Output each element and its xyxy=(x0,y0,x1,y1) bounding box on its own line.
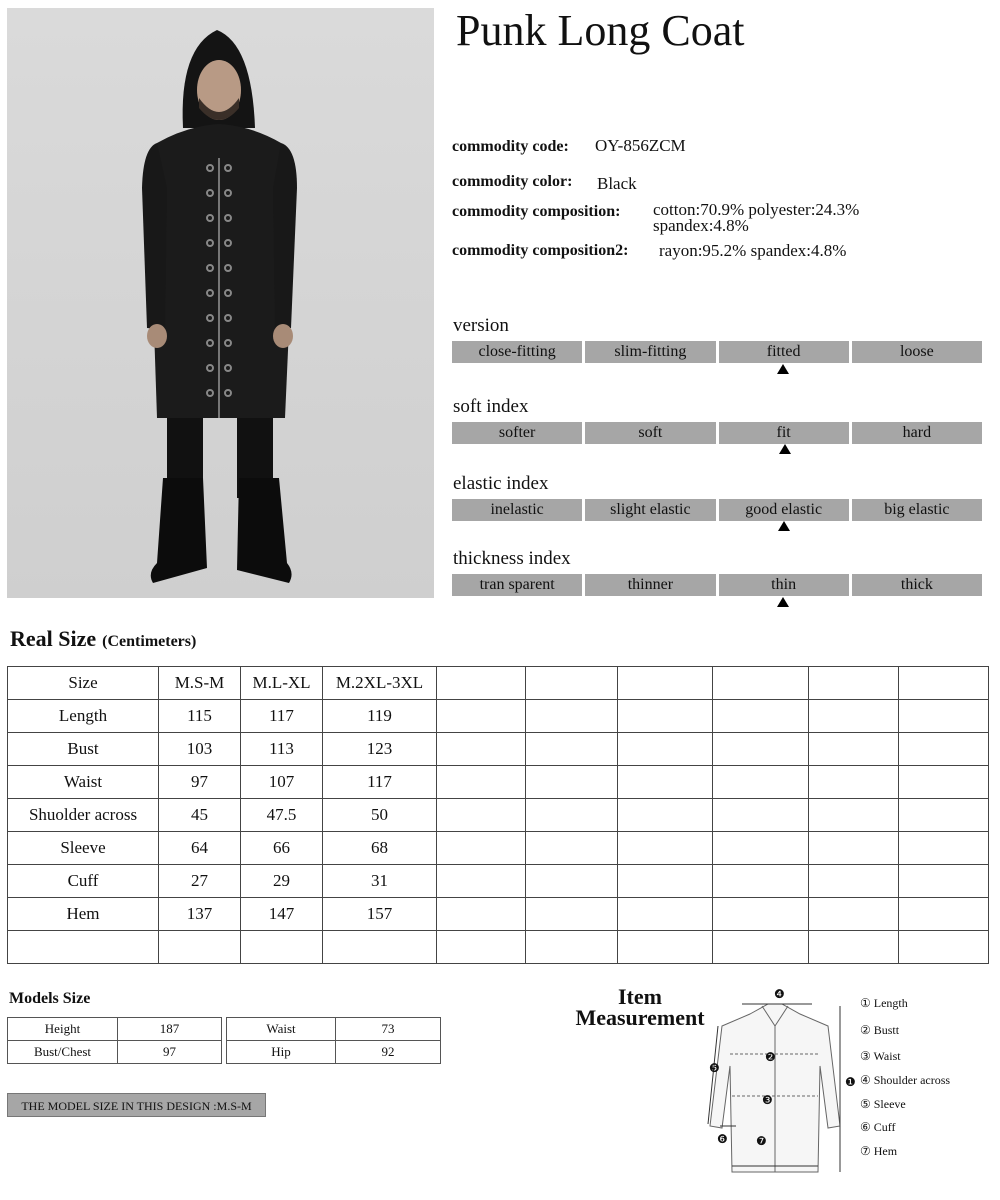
table-cell: 137 xyxy=(159,898,241,931)
model-size-note: THE MODEL SIZE IN THIS DESIGN :M.S-M xyxy=(7,1093,266,1117)
row-label: Cuff xyxy=(8,865,159,898)
legend-sleeve: ⑤ Sleeve xyxy=(860,1097,906,1111)
item-measurement-title-line1: Item xyxy=(618,984,662,1009)
composition-label: commodity composition: xyxy=(452,203,621,220)
soft-index-selected-marker xyxy=(779,444,791,454)
version-scale xyxy=(452,341,982,363)
table-cell: 103 xyxy=(159,733,241,766)
table-row xyxy=(8,700,989,733)
table-cell: 50 xyxy=(323,799,437,832)
model-measure-value: 92 xyxy=(336,1041,441,1064)
row-label: Sleeve xyxy=(8,832,159,865)
item-measurement-title-line2: Measurement xyxy=(575,1005,705,1030)
header-cell: Size xyxy=(8,667,159,700)
table-row xyxy=(8,766,989,799)
elastic-index-scale xyxy=(452,499,982,521)
model-measure-value: 97 xyxy=(118,1041,222,1064)
model-measure-label: Bust/Chest xyxy=(8,1041,118,1064)
elastic-index-option: inelastic xyxy=(452,499,582,521)
soft-index-option: softer xyxy=(452,422,582,444)
soft-index-scale xyxy=(452,422,982,444)
model-illustration xyxy=(7,8,434,598)
table-row xyxy=(8,799,989,832)
composition2-value: rayon:95.2% spandex:4.8% xyxy=(659,241,847,260)
table-cell: 107 xyxy=(241,766,323,799)
thickness-index-scale xyxy=(452,574,982,596)
real-size-title: Real Size xyxy=(10,626,97,651)
table-cell: 117 xyxy=(241,700,323,733)
row-label: Hem xyxy=(8,898,159,931)
composition-line-1: cotton:70.9% polyester:24.3% xyxy=(653,200,860,219)
legend-waist: ③ Waist xyxy=(860,1049,901,1063)
row-label: Shuolder across xyxy=(8,799,159,832)
table-row xyxy=(8,832,989,865)
table-cell: 47.5 xyxy=(241,799,323,832)
model-measure-label: Hip xyxy=(227,1041,336,1064)
models-table-left xyxy=(7,1017,222,1064)
row-label: Waist xyxy=(8,766,159,799)
table-row xyxy=(227,1018,441,1041)
table-cell: 117 xyxy=(323,766,437,799)
legend-shoulder-across: ④ Shoulder across xyxy=(860,1073,951,1087)
version-title: version xyxy=(453,315,509,336)
table-cell: 45 xyxy=(159,799,241,832)
elastic-index-option: slight elastic xyxy=(585,499,715,521)
marker-5: ❺ xyxy=(709,1061,720,1075)
marker-7: ❼ xyxy=(756,1134,767,1148)
model-measure-label: Height xyxy=(8,1018,118,1041)
product-title: Punk Long Coat xyxy=(456,6,745,55)
code-label: commodity code: xyxy=(452,138,569,155)
header-cell: M.S-M xyxy=(159,667,241,700)
table-row xyxy=(8,865,989,898)
model-measure-value: 187 xyxy=(118,1018,222,1041)
real-size-unit: (Centimeters) xyxy=(102,633,197,650)
marker-3: ❸ xyxy=(762,1093,773,1107)
composition2-label: commodity composition2: xyxy=(452,242,629,259)
soft-index-option: fit xyxy=(719,422,849,444)
legend-length: ① Length xyxy=(860,996,908,1010)
elastic-index-selected-marker xyxy=(778,521,790,531)
elastic-index-option: big elastic xyxy=(852,499,982,521)
header-cell: M.L-XL xyxy=(241,667,323,700)
color-label: commodity color: xyxy=(452,173,573,190)
thickness-index-title: thickness index xyxy=(453,548,571,569)
legend-hem: ⑦ Hem xyxy=(860,1144,898,1158)
models-size-title: Models Size xyxy=(9,990,91,1007)
legend-cuff: ⑥ Cuff xyxy=(860,1120,896,1134)
version-option: slim-fitting xyxy=(585,341,715,363)
model-measure-label: Waist xyxy=(227,1018,336,1041)
table-cell: 64 xyxy=(159,832,241,865)
table-cell: 113 xyxy=(241,733,323,766)
table-cell: 66 xyxy=(241,832,323,865)
elastic-index-title: elastic index xyxy=(453,473,549,494)
table-cell: 123 xyxy=(323,733,437,766)
composition-value xyxy=(653,202,859,234)
size-table-header xyxy=(8,667,989,700)
table-row xyxy=(8,733,989,766)
item-measurement-title xyxy=(560,986,720,1028)
product-photo xyxy=(7,8,434,598)
table-row-empty xyxy=(8,931,989,964)
table-cell: 119 xyxy=(323,700,437,733)
legend-bust: ② Bustt xyxy=(860,1023,900,1037)
elastic-index-option: good elastic xyxy=(719,499,849,521)
version-option: fitted xyxy=(719,341,849,363)
marker-4: ❹ xyxy=(774,987,785,1001)
thickness-index-selected-marker xyxy=(777,597,789,607)
table-row xyxy=(8,1041,222,1064)
table-row xyxy=(227,1041,441,1064)
soft-index-title: soft index xyxy=(453,396,529,417)
thickness-index-option: thinner xyxy=(585,574,715,596)
coat-measurement-diagram xyxy=(700,986,860,1176)
table-cell: 31 xyxy=(323,865,437,898)
marker-2: ❷ xyxy=(765,1050,776,1064)
table-row xyxy=(8,898,989,931)
table-cell: 115 xyxy=(159,700,241,733)
thickness-index-option: tran sparent xyxy=(452,574,582,596)
row-label: Length xyxy=(8,700,159,733)
size-table xyxy=(7,666,989,964)
soft-index-option: soft xyxy=(585,422,715,444)
table-cell: 147 xyxy=(241,898,323,931)
version-option: loose xyxy=(852,341,982,363)
version-selected-marker xyxy=(777,364,789,374)
header-cell: M.2XL-3XL xyxy=(323,667,437,700)
table-cell: 27 xyxy=(159,865,241,898)
models-table-right xyxy=(226,1017,441,1064)
composition-line-2: spandex:4.8% xyxy=(653,216,749,235)
table-cell: 68 xyxy=(323,832,437,865)
table-cell: 97 xyxy=(159,766,241,799)
table-row xyxy=(8,1018,222,1041)
version-option: close-fitting xyxy=(452,341,582,363)
table-cell: 29 xyxy=(241,865,323,898)
model-measure-value: 73 xyxy=(336,1018,441,1041)
thickness-index-option: thick xyxy=(852,574,982,596)
color-value: Black xyxy=(597,174,637,193)
row-label: Bust xyxy=(8,733,159,766)
table-cell: 157 xyxy=(323,898,437,931)
real-size-heading xyxy=(10,626,196,652)
soft-index-option: hard xyxy=(852,422,982,444)
thickness-index-option: thin xyxy=(719,574,849,596)
code-value: OY-856ZCM xyxy=(595,136,686,155)
marker-1: ❶ xyxy=(845,1075,856,1089)
marker-6: ❻ xyxy=(717,1132,728,1146)
